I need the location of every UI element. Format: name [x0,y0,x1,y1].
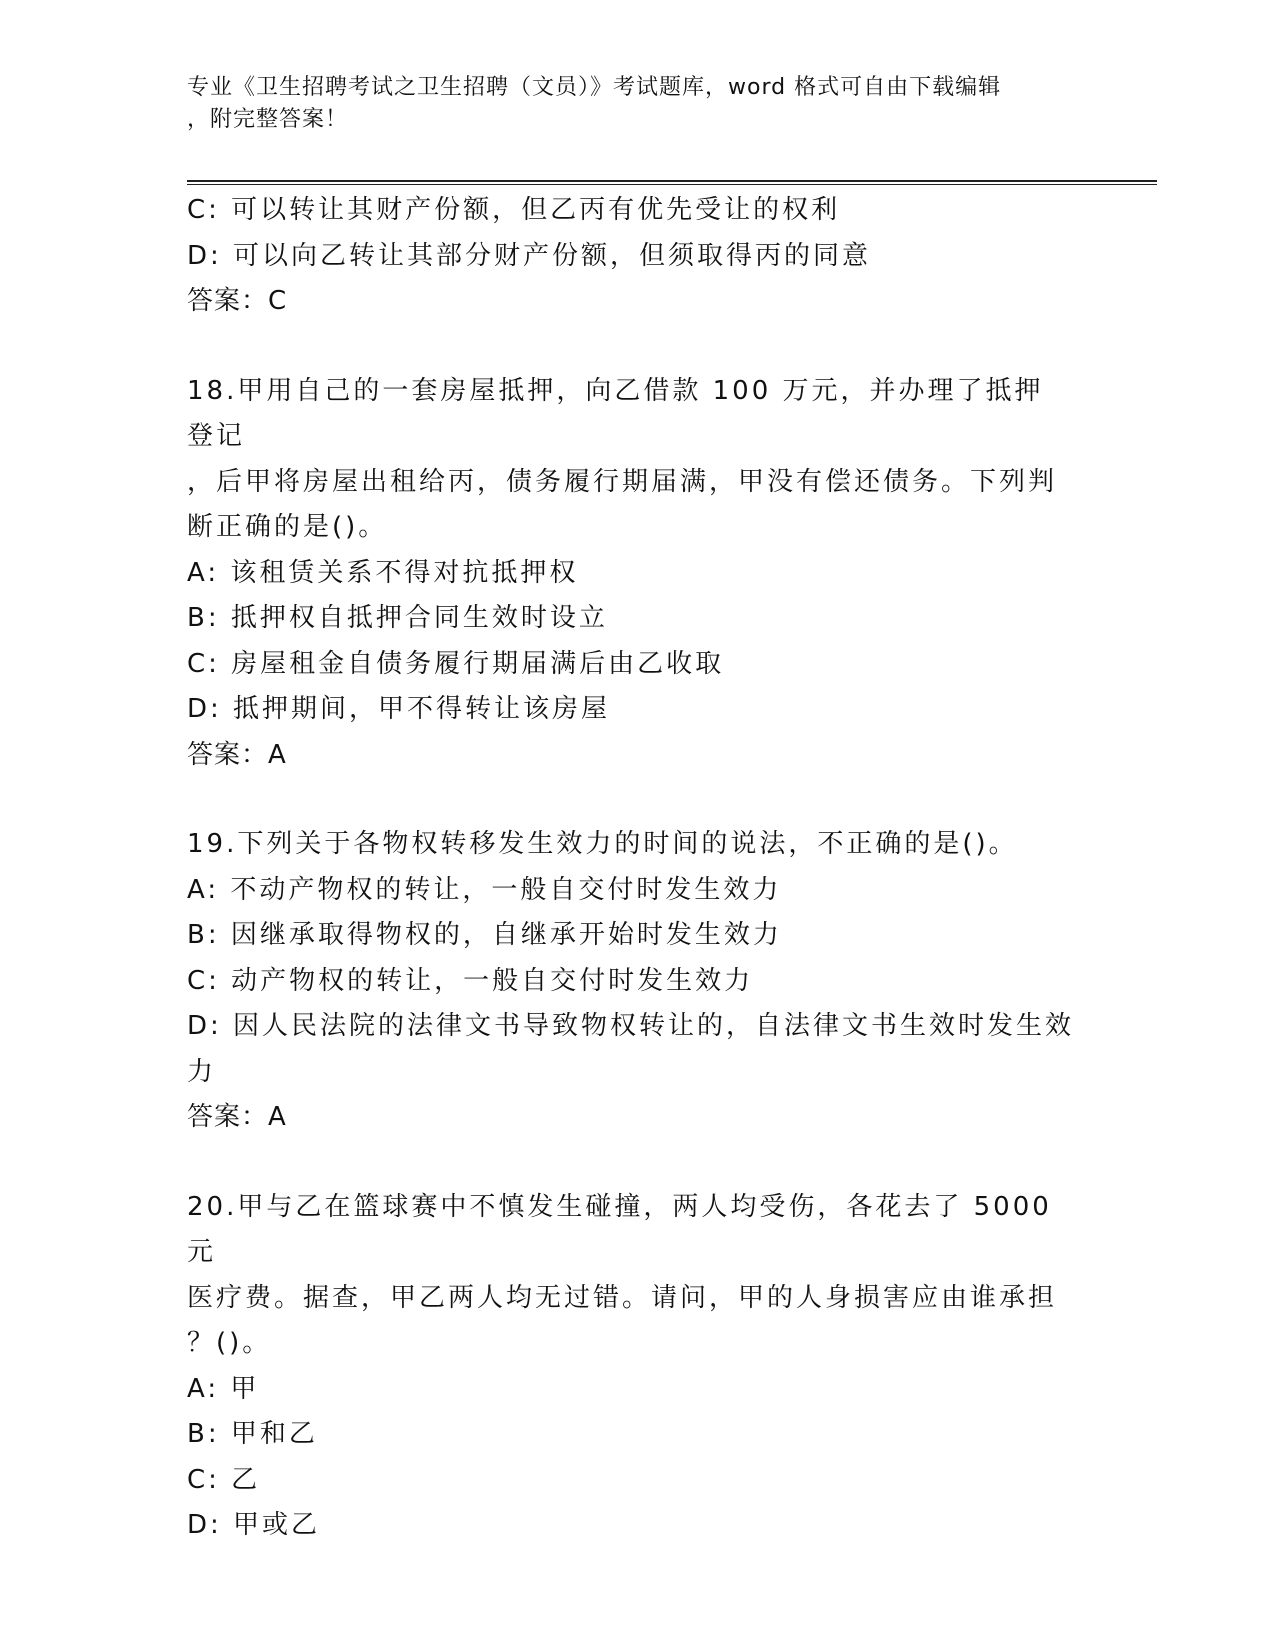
document-header [187,72,1067,136]
option-c: C: 可以转让其财产份额，但乙丙有优先受让的权利 [187,195,841,225]
header-divider-thick [187,180,1157,182]
header-line-1: 专业《卫生招聘考试之卫生招聘（文员）》考试题库，word 格式可自由下载编辑 [187,75,1002,100]
option-d: D: 可以向乙转让其部分财产份额，但须取得丙的同意 [187,240,872,271]
header-line-2: ，附完整答案！ [187,107,349,132]
question-title-line: ？()。 [187,1328,272,1358]
answer-line: 答案：C [187,286,288,316]
answer-line: 答案：A [187,739,287,770]
question-title-line: 医疗费。据查，甲乙两人均无过错。请问，甲的人身损害应由谁承担 [187,1282,1058,1313]
option-a: A: 不动产物权的转让，一般自交付时发生效力 [187,874,782,905]
question-list [187,188,1077,1549]
option-b: B: 甲和乙 [187,1419,318,1449]
question-20 [187,1185,1077,1549]
option-a: A: 该租赁关系不得对抗抵押权 [187,557,579,588]
question-title-line: 18.甲用自己的一套房屋抵押，向乙借款 100 万元，并办理了抵押登记 [187,375,1044,451]
option-c: C: 房屋租金自债务履行期届满后由乙收取 [187,648,725,679]
option-d: D: 因人民法院的法律文书导致物权转让的，自法律文书生效时发生效 [187,1011,1075,1041]
option-d: D: 甲或乙 [187,1510,321,1540]
question-19 [187,822,1077,1141]
question-title-line: 断正确的是()。 [187,512,388,542]
header-divider-thin [187,184,1157,185]
question-title-line: 19.下列关于各物权转移发生效力的时间的说法，不正确的是()。 [187,829,1018,859]
option-d: D: 抵押期间，甲不得转让该房屋 [187,694,611,724]
option-c: C: 动产物权的转让，一般自交付时发生效力 [187,965,754,996]
option-b: B: 因继承取得物权的，自继承开始时发生效力 [187,920,782,950]
answer-line: 答案：A [187,1102,287,1132]
question-title-line: ，后甲将房屋出租给丙，债务履行期届满，甲没有偿还债务。下列判 [187,466,1058,497]
option-d-continuation: 力 [187,1056,217,1087]
previous-question-tail [187,188,1077,325]
option-a: A: 甲 [187,1373,260,1404]
option-b: B: 抵押权自抵押合同生效时设立 [187,603,608,633]
question-18 [187,369,1077,779]
option-c: C: 乙 [187,1464,261,1495]
question-title-line: 20.甲与乙在篮球赛中不慎发生碰撞，两人均受伤，各花去了 5000 元 [187,1191,1064,1267]
